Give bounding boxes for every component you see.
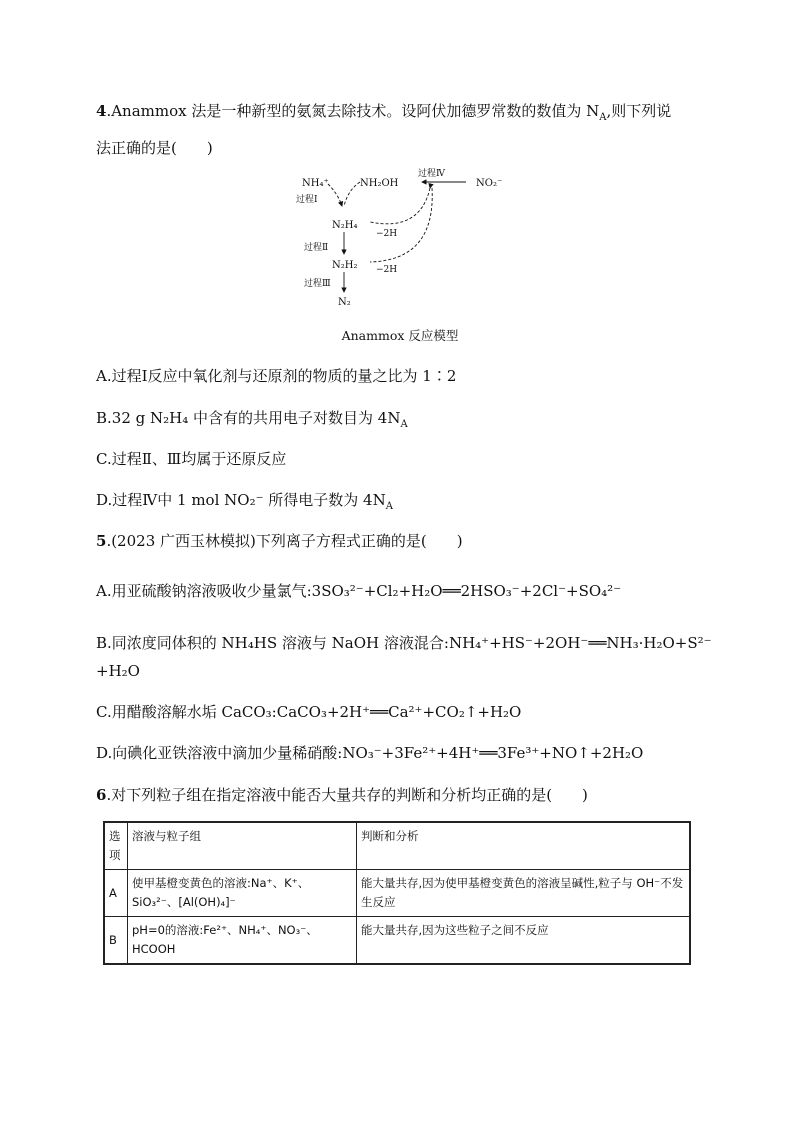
question-6-text: .对下列粒子组在指定溶液中能否大量共存的判断和分析均正确的是( ) [106,786,588,804]
question-5-number: 5 [96,532,107,550]
table-cell: pH=0的溶液:Fe²⁺、NH₄⁺、NO₃⁻、HCOOH [128,917,357,965]
label-minus2h-a: −2H [376,229,398,239]
q4-option-b [96,405,706,438]
q6-table [103,821,691,965]
question-4-number: 4 [96,102,107,120]
table-cell: 使甲基橙变黄色的溶液:Na⁺、K⁺、SiO₃²⁻、[Al(OH)₄]⁻ [128,870,357,917]
arrow-nh2oh-dashed [344,182,360,206]
table-cell: 能大量共存,因为这些粒子之间不反应 [357,917,691,965]
label-nh4: NH₄⁺ [302,178,329,189]
anammox-diagram [290,160,510,310]
table-header-row [104,822,690,870]
table-cell: B [104,917,128,965]
q4-option-b-sub: A [400,419,408,430]
question-4-text-2: 法正确的是( ) [96,139,213,157]
q5-option-a: A.用亚硫酸钠溶液吸收少量氯气:3SO₃²⁻+Cl₂+H₂O══2HSO₃⁻+2Cl⁻+SO₄²⁻ [96,582,622,600]
question-5-stem [96,528,706,554]
q4-option-b-text: B.32 g N₂H₄ 中含有的共用电子对数目为 4N [96,409,401,427]
label-minus2h-b: −2H [376,265,398,275]
table-header-cell: 判断和分析 [357,822,691,870]
q5-option-c: C.用醋酸溶解水垢 CaCO₃:CaCO₃+2H⁺══Ca²⁺+CO₂↑+H₂O [96,703,522,721]
label-step3: 过程Ⅲ [304,279,331,289]
table-row [104,917,690,965]
table-header-cell: 溶液与粒子组 [128,822,357,870]
q4-option-a: A.过程Ⅰ反应中氧化剂与还原剂的物质的量之比为 1∶2 [96,367,457,385]
label-n2: N₂ [338,297,351,308]
q5-option-b-line1: B.同浓度同体积的 NH₄HS 溶液与 NaOH 溶液混合:NH₄⁺+HS⁻+2OH⁻══NH₃·H₂O+S²⁻ [96,634,712,652]
diagram-caption: Anammox 反应模型 [341,328,459,343]
question-5-text: .(2023 广西玉林模拟)下列离子方程式正确的是( ) [106,532,463,550]
arrow-n2h4-dashed-loop [370,188,430,224]
q4-option-d [96,487,706,520]
q4-option-d-sub: A [385,501,393,512]
question-4-text-1-tail: ,则下列说 [606,102,672,120]
q5-option-b-line2: +H₂O [96,662,140,680]
q4-option-d-text: D.过程Ⅳ中 1 mol NO₂⁻ 所得电子数为 4N [96,491,386,509]
table-cell: A [104,870,128,917]
question-4-stem [96,96,696,163]
label-step2: 过程Ⅱ [304,243,329,253]
table-header-cell: 选项 [104,822,128,870]
label-n2h2: N₂H₂ [332,260,358,271]
question-4-text-1: .Anammox 法是一种新型的氨氮去除技术。设阿伏加德罗常数的数值为 N [106,102,600,120]
q5-option-d: D.向碘化亚铁溶液中滴加少量稀硝酸:NO₃⁻+3Fe²⁺+4H⁺══3Fe³⁺+NO↑+2H₂O [96,744,644,762]
question-6-stem [96,782,706,808]
label-nh2oh: NH₂OH [360,178,399,189]
label-step4: 过程Ⅳ [418,169,445,179]
arrow-nh4-dashed [328,184,342,206]
table-row [104,870,690,917]
label-n2h4: N₂H₄ [332,220,358,231]
label-no2: NO₂⁻ [476,178,503,189]
question-4-text-1-sub: A [599,112,607,123]
q4-option-c: C.过程Ⅱ、Ⅲ均属于还原反应 [96,450,287,468]
table-cell: 能大量共存,因为使甲基橙变黄色的溶液呈碱性,粒子与 OH⁻不发生反应 [357,870,691,917]
question-6-number: 6 [96,786,107,804]
label-step1: 过程Ⅰ [296,195,318,205]
arrow-n2h2-dashed-loop [370,188,432,262]
